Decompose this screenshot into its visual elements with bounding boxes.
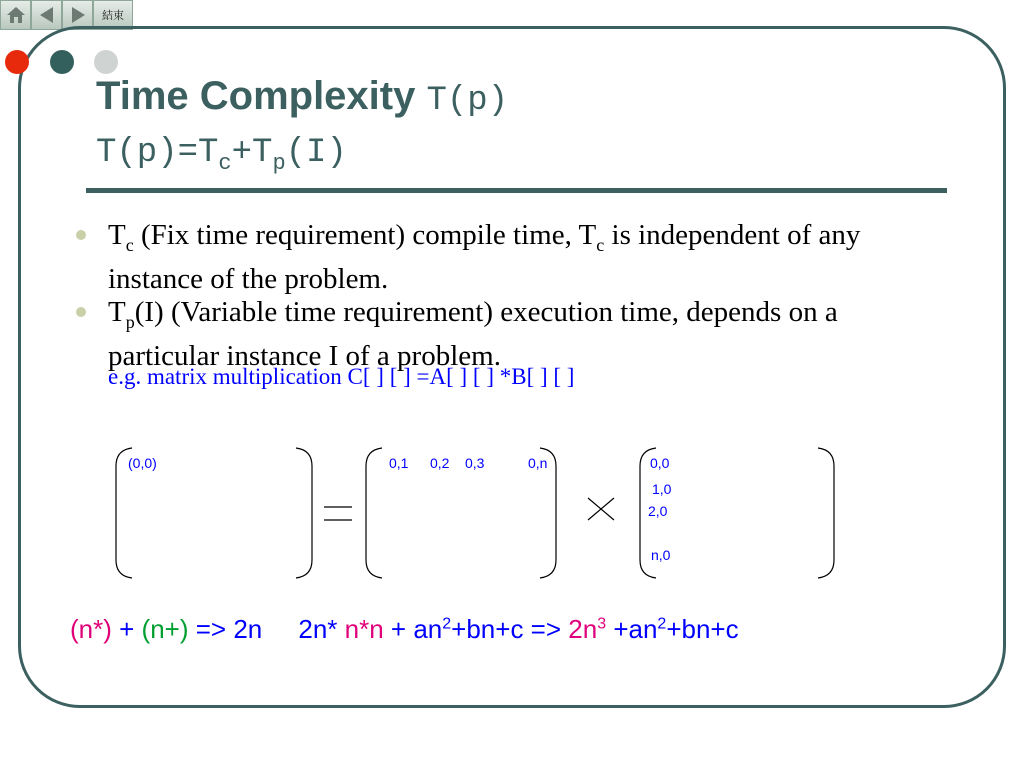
b-matrix-label: n,0 (651, 547, 671, 563)
equals-sign (324, 507, 352, 520)
b-right-bracket (818, 448, 834, 578)
formula-part: +an (606, 614, 658, 644)
formula-part: (n+) (141, 614, 189, 644)
formula-part: +bn+c => (451, 614, 569, 644)
b-matrix-label: 2,0 (648, 503, 668, 519)
times-sign (588, 498, 614, 520)
formula-part: => 2n (188, 614, 263, 644)
formula-part: +bn+c (666, 614, 739, 644)
formula-part: +T (231, 134, 273, 172)
title-mono-text: T(p) (426, 82, 509, 120)
formula-part: (I) (285, 134, 347, 172)
formula-subscript: c (218, 150, 232, 176)
a-matrix-label: 0,3 (465, 455, 485, 471)
a-matrix-label: 0,n (528, 455, 548, 471)
text-run: T (108, 296, 126, 328)
formula-part: + (111, 614, 142, 644)
text-run: (I) (Variable time requirement) execution time, depends on a particular instance I of a problem. (108, 296, 838, 372)
a-left-bracket (366, 448, 382, 578)
a-matrix-label: 0,2 (430, 455, 450, 471)
subscript: c (125, 234, 134, 255)
formula-superscript: 2 (657, 615, 667, 633)
c-matrix-label: (0,0) (128, 455, 157, 471)
text-run: is independent of any instance of the problem. (108, 219, 861, 295)
complexity-formula (70, 614, 739, 645)
b-matrix-label: 1,0 (652, 481, 672, 497)
c-right-bracket (296, 448, 312, 578)
text-run: T (108, 219, 126, 251)
formula-superscript: 2 (442, 615, 452, 633)
b-matrix-label: 0,0 (650, 455, 670, 471)
formula-part: (n*) (70, 614, 112, 644)
text-run: (Fix time requirement) compile time, T (133, 219, 597, 251)
example-text: e.g. matrix multiplication C[ ] [ ] =A[ ] [ ] *B[ ] [ ] (108, 364, 575, 389)
formula-part: T(p)=T (96, 134, 219, 172)
subscript: p (125, 311, 135, 332)
formula-subscript: p (272, 150, 286, 176)
formula-part: n*n (344, 614, 384, 644)
end-show-button[interactable]: 結束 (93, 0, 133, 30)
formula-superscript: 3 (597, 615, 607, 633)
formula-part: + an (383, 614, 443, 644)
a-matrix-label: 0,1 (389, 455, 409, 471)
formula-part: 2n (568, 614, 598, 644)
subscript: c (596, 234, 605, 255)
title-bold-text: Time Complexity (96, 74, 416, 118)
formula-part: 2n* (262, 614, 345, 644)
